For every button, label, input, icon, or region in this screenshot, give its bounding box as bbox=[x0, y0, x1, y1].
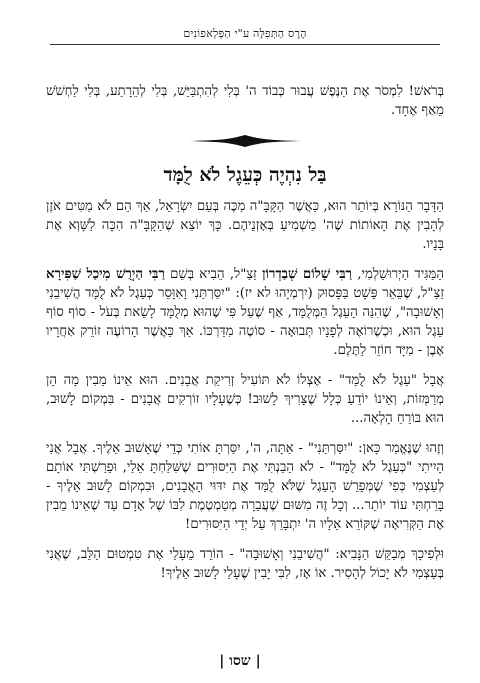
paragraph-3-prefix: הַמַּגִּיד הַיְרוּשַׁלְמִי, bbox=[357, 267, 444, 282]
paragraph-3-middle: זַצַ"ל, הֵבִיא בְּשֵׁם bbox=[170, 267, 257, 282]
section-title: בַּל נִהְיֶה כְּעֵגֶל לֹא לֻמָּד bbox=[163, 164, 327, 186]
section-ornament bbox=[185, 131, 305, 151]
paragraph-5: וְזֶהוּ שֶׁנֶּאֱמַר כָּאן: "יִסַּרְתַּנִי" - אַתָּה, ה', יִסַּרְתָּ אוֹתִי כְּדֵי שֶׁאָשׁוּב אֵלֶיךָ. אֲבָל אֲנִי הָיִיתִי "כְּעֵגֶל לֹא לֻמָּד" - לֹא הֵבַנְתִּי אֶת הַיִּסּוּרִים שֶׁשִּׁלַּחְתָּ אֵלַי, וּפֵרַשְׁתִּי אוֹתָם לְעַצְמִי כְּפִי שֶׁמְּפָרֵשׁ הָעֵגֶל שֶׁלֹּא לֻמַּד אֶת יִדּוּי הָאֲבָנִים, וּבִמְקוֹם לָשׁוּב אֵלֶיךָ - בָּרַחְתִּי עוֹד יוֹתֵר... וְכָל זֶה מִשּׁוּם שֶׁעֲבֵרָה מְטַמְטֶמֶת לִבּוֹ שֶׁל אָדָם עַד שֶׁאֵינוֹ מֵבִין אֶת הַקְּרִיאָה שֶׁקּוֹרֵא אֵלָיו ה' יִתְבָּרֵךְ עַל יְדֵי הַיִּסּוּרִים! bbox=[46, 441, 444, 532]
main-text bbox=[46, 82, 444, 594]
paragraph-3 bbox=[46, 265, 444, 360]
rabbi-name-1: רַבִּי שָׁלוֹם שְׁבַדְרוֹן bbox=[262, 267, 353, 282]
page-number: | שסו | bbox=[219, 653, 261, 669]
ornament-divider-icon bbox=[185, 131, 305, 151]
paragraph-3-rest: זַצַ"ל, שֶׁבֵּאֵר פָּשָׁט בַּפָּסוּק (יִרְמְיָהוּ לא יז): "יִסַּרְתַּנִי וָאִוָּסֵר כְּעֵגֶל לֹא לֻמָּד הֲשִׁיבֵנִי וְאָשׁוּבָה", שֶׁהִנֵּה הָעֵגֶל הַמְּלֻמָּד, אַף שֶׁעַל פִּי שֶׁהוּא מְלֻמָּד לָשֵׂאת בְּעֹל - סוֹף סוֹף עֵגֶל הוּא, וּכְשֶׁרוֹאֶה לְפָנָיו תְּבוּאָה - סוֹטֶה מִדַּרְכּוֹ. אַךְ כַּאֲשֶׁר הָרוֹעֶה זוֹרֵק אַחֲרָיו אֶבֶן - מִיָּד חוֹזֵר לַתֶּלֶם. bbox=[46, 286, 444, 358]
paragraph-4: אֲבָל "עֵגֶל לֹא לֻמָּד" - אֶצְלוֹ לֹא תּוֹעִיל זְרִיקַת אֲבָנִים. הוּא אֵינוֹ מֵבִין מָה הֵן מְרַמְּזוֹת, וְאֵינוֹ יוֹדֵעַ כְּלָל שֶׁצָּרִיךְ לָשׁוּב! כְּשֶׁעָלָיו זוֹרְקִים אֲבָנִים - בִּמְקוֹם לָשׁוּב, הוּא בּוֹרֵחַ הָלְאָה... bbox=[46, 373, 444, 426]
paragraph-opening: בְּרֹאשׁ! לִמְסֹר אֶת הַנֶּפֶשׁ עֲבוּר כְּבוֹד ה' בְּלִי לְהִתְבַּיֵּשׁ, בְּלִי לְהֵרָתַע, בְּלִי לַחְשֹׁשׁ מֵאַף אֶחָד. bbox=[46, 84, 444, 118]
header-rule bbox=[50, 44, 440, 45]
paragraph-2: הַדָּבָר הַנּוֹרָא בְּיוֹתֵר הוּא, כַּאֲשֶׁר הַקָּבָּ"ה מַכֶּה בְּעַם יִשְׂרָאֵל, אַךְ הֵם לֹא מַטִּים אֹזֶן לְהָבִין אֶת הָאוֹתוֹת שֶׁה' מַשְׁמִיעַ בְּאָזְנֵיהֶם. כָּךְ יוֹצֵא שֶׁהַקָּבָּ"ה הִכָּה לַשָּׁוְא אֶת בָּנָיו. bbox=[46, 199, 444, 252]
rabbi-name-2: רַבִּי הַיְרֻשׁ מִיכַל שַׁפִּירָא bbox=[46, 267, 165, 282]
running-header bbox=[50, 25, 440, 47]
paragraph-6: וּלְפִיכָךְ מְבַקֵּשׁ הַנָּבִיא: "הֲשִׁיבֵנִי וְאָשׁוּבָה" - הוֹרֵד מֵעָלַי אֶת טִמְטוּם הַלֵּב, שֶׁאֲנִי בְּעַצְמִי לֹא יָכוֹל לְהָסִיר. אוֹ אָז, לִבִּי יָבִין שֶׁעָלַי לָשׁוּב אֵלֶיךָ! bbox=[46, 547, 444, 581]
running-title: הֶרֶס הַתְּפִלָּה ע"י הַפְּלְאפוֹנִים bbox=[183, 27, 307, 40]
